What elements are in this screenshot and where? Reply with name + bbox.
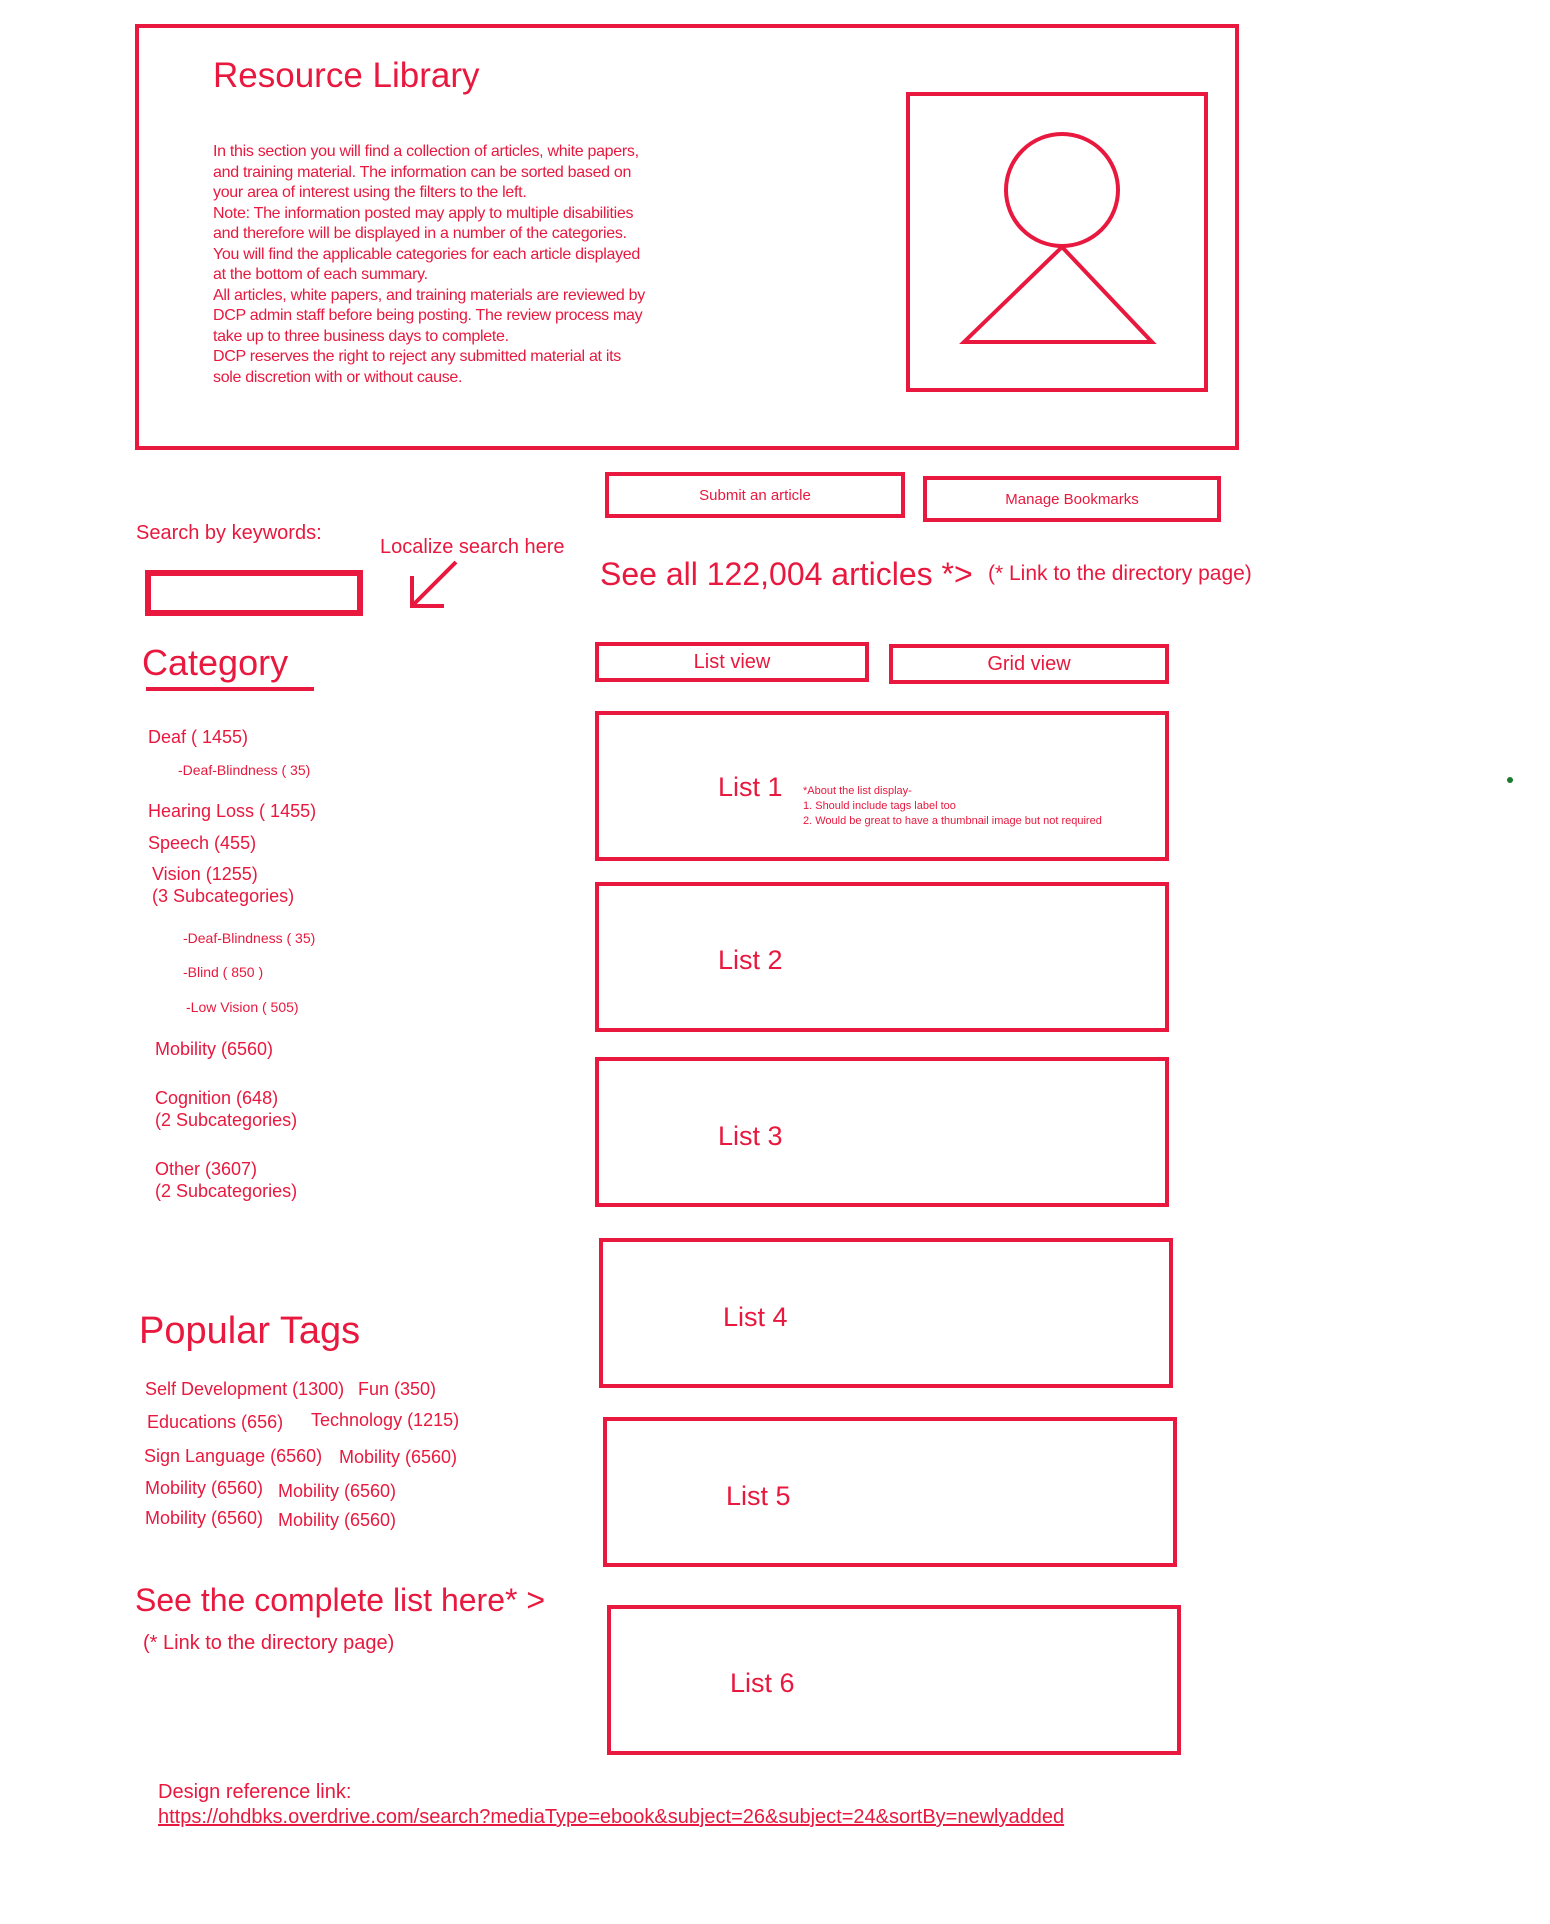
subcategory-item-blind[interactable]: -Blind ( 850 ): [183, 964, 264, 980]
header-description: [213, 142, 733, 388]
list-view-button[interactable]: List view: [595, 642, 869, 682]
list-card-4[interactable]: [599, 1238, 1173, 1388]
manage-bookmarks-button[interactable]: Manage Bookmarks: [923, 476, 1221, 522]
stray-dot: [1507, 777, 1513, 783]
subcategory-item-deaf-blindness[interactable]: -Deaf-Blindness ( 35): [183, 930, 316, 946]
category-item-speech[interactable]: Speech (455): [148, 833, 257, 853]
description-line: and training material. The information can be sorted based on: [213, 163, 632, 181]
list-display-note: [803, 784, 1102, 829]
category-item-mobility[interactable]: Mobility (6560): [155, 1039, 274, 1059]
list-card-3[interactable]: [595, 1057, 1169, 1207]
complete-list-note: (* Link to the directory page): [143, 1632, 395, 1654]
list-card-label: List 1: [718, 772, 783, 802]
design-reference-label: Design reference link:: [158, 1781, 352, 1803]
category-item-vision-subcount: (3 Subcategories): [152, 886, 295, 906]
list-card-5[interactable]: [603, 1417, 1177, 1567]
tag-link[interactable]: Self Development (1300): [145, 1379, 345, 1399]
description-line: your area of interest using the filters to the left.: [213, 184, 527, 201]
category-item-cognition-subcount: (2 Subcategories): [155, 1110, 298, 1130]
description-line: sole discretion with or without cause.: [213, 368, 463, 386]
tag-link[interactable]: Technology (1215): [311, 1410, 460, 1430]
grid-view-button[interactable]: Grid view: [889, 644, 1169, 684]
category-item-other[interactable]: Other (3607): [155, 1159, 258, 1179]
description-line: DCP reserves the right to reject any submitted material at its: [213, 348, 621, 365]
tag-link[interactable]: Mobility (6560): [278, 1510, 397, 1530]
tag-link[interactable]: Mobility (6560): [339, 1447, 458, 1467]
tag-link[interactable]: Sign Language (6560): [144, 1446, 323, 1466]
list-card-label: List 4: [723, 1302, 788, 1332]
description-line: In this section you will find a collection of articles, white papers,: [213, 143, 639, 160]
see-all-articles-link[interactable]: See all 122,004 articles *>: [600, 556, 973, 592]
user-placeholder-icon: [910, 96, 1204, 388]
search-annotation: Localize search here: [380, 536, 565, 558]
description-line: at the bottom of each summary.: [213, 266, 428, 283]
search-label: Search by keywords:: [136, 522, 322, 544]
subcategory-item-low-vision[interactable]: -Low Vision ( 505): [186, 999, 299, 1015]
search-input[interactable]: [145, 570, 363, 616]
list-card-label: List 3: [718, 1121, 783, 1151]
description-line: and therefore will be displayed in a number of the categories.: [213, 225, 627, 242]
list-card-label: List 6: [730, 1668, 795, 1698]
tag-link[interactable]: Educations (656): [147, 1412, 284, 1432]
arrow-down-left-icon: [402, 556, 462, 616]
category-item-deaf[interactable]: Deaf ( 1455): [148, 727, 249, 747]
category-underline: [146, 687, 314, 691]
list-card-2[interactable]: [595, 882, 1169, 1032]
description-line: take up to three business days to complete.: [213, 327, 509, 345]
category-title: Category: [142, 642, 289, 683]
list-card-label: List 2: [718, 945, 783, 975]
description-line: You will find the applicable categories for each article displayed: [213, 245, 640, 263]
header-image-placeholder: [906, 92, 1208, 392]
description-line: DCP admin staff before being posting. The review process may: [213, 307, 643, 324]
category-item-vision[interactable]: Vision (1255): [152, 864, 258, 884]
see-all-note: (* Link to the directory page): [988, 562, 1252, 585]
list-card-label: List 5: [726, 1481, 791, 1511]
list-note-line: 1. Should include tags label too: [803, 800, 956, 812]
submit-article-button[interactable]: Submit an article: [605, 472, 905, 518]
category-item-cognition[interactable]: Cognition (648): [155, 1088, 279, 1108]
page-title: Resource Library: [213, 56, 480, 95]
list-card-6[interactable]: [607, 1605, 1181, 1755]
complete-list-link[interactable]: See the complete list here* >: [135, 1582, 546, 1618]
tag-link[interactable]: Mobility (6560): [278, 1481, 397, 1501]
tag-link[interactable]: Fun (350): [358, 1379, 437, 1399]
list-note-line: 2. Would be great to have a thumbnail image but not required: [803, 815, 1102, 827]
description-line: All articles, white papers, and training materials are reviewed by: [213, 286, 645, 304]
tag-link[interactable]: Mobility (6560): [145, 1508, 264, 1528]
design-reference-link[interactable]: https://ohdbks.overdrive.com/search?mediaType=ebook&subject=26&subject=24&sortBy=newlyadded: [158, 1806, 1065, 1828]
category-item-hearing-loss[interactable]: Hearing Loss ( 1455): [148, 801, 317, 821]
popular-tags-title: Popular Tags: [139, 1310, 361, 1352]
description-line: Note: The information posted may apply to multiple disabilities: [213, 204, 634, 222]
category-item-other-subcount: (2 Subcategories): [155, 1181, 298, 1201]
list-note-line: *About the list display-: [803, 785, 912, 797]
subcategory-item-deaf-blindness[interactable]: -Deaf-Blindness ( 35): [178, 762, 311, 778]
tag-link[interactable]: Mobility (6560): [145, 1478, 264, 1498]
